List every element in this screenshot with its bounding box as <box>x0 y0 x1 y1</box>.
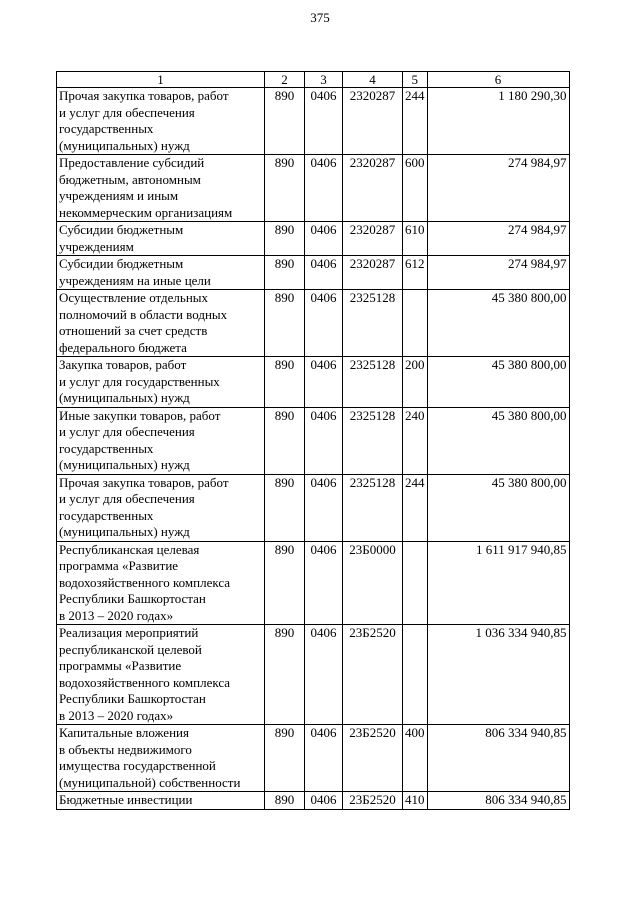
page-number: 375 <box>310 10 330 25</box>
item-name-cell: Субсидии бюджетным учреждениям <box>57 222 265 256</box>
item-name-cell: Иные закупки товаров, работ и услуг для обеспечения государственных (муниципальных) нужд <box>57 407 265 474</box>
expense-type-cell <box>403 541 428 625</box>
item-name-cell: Предоставление субсидий бюджетным, автономным учреждениям и иным некоммерческим организациям <box>57 155 265 222</box>
expense-type-cell <box>403 290 428 357</box>
target-article-cell: 2320287 <box>343 256 403 290</box>
code-cell: 890 <box>265 541 305 625</box>
amount-cell: 806 334 940,85 <box>427 792 569 810</box>
code-cell: 890 <box>265 256 305 290</box>
item-name-cell: Капитальные вложения в объекты недвижимого имущества государственной (муниципальной) собственности <box>57 725 265 792</box>
item-name-cell: Бюджетные инвестиции <box>57 792 265 810</box>
item-name-cell: Прочая закупка товаров, работ и услуг для обеспечения государственных (муниципальных) нужд <box>57 88 265 155</box>
amount-cell: 274 984,97 <box>427 222 569 256</box>
header-cell: 6 <box>427 72 569 88</box>
section-cell: 0406 <box>305 725 343 792</box>
amount-cell: 274 984,97 <box>427 256 569 290</box>
code-cell: 890 <box>265 407 305 474</box>
section-cell: 0406 <box>305 792 343 810</box>
target-article-cell: 23Б2520 <box>343 792 403 810</box>
header-cell: 1 <box>57 72 265 88</box>
code-cell: 890 <box>265 155 305 222</box>
target-article-cell: 2325128 <box>343 407 403 474</box>
header-cell: 4 <box>343 72 403 88</box>
code-cell: 890 <box>265 725 305 792</box>
section-cell: 0406 <box>305 357 343 408</box>
budget-table <box>56 71 570 810</box>
table-row <box>57 792 570 810</box>
item-name-cell: Прочая закупка товаров, работ и услуг для обеспечения государственных (муниципальных) нужд <box>57 474 265 541</box>
target-article-cell: 2325128 <box>343 357 403 408</box>
expense-type-cell: 240 <box>403 407 428 474</box>
expense-type-cell: 610 <box>403 222 428 256</box>
amount-cell: 806 334 940,85 <box>427 725 569 792</box>
expense-type-cell: 200 <box>403 357 428 408</box>
expense-type-cell: 612 <box>403 256 428 290</box>
item-name-cell: Республиканская целевая программа «Развитие водохозяйственного комплекса Республики Башкортостан в 2013 – 2020 годах» <box>57 541 265 625</box>
amount-cell: 1 611 917 940,85 <box>427 541 569 625</box>
table-row <box>57 541 570 625</box>
table-row <box>57 474 570 541</box>
table-row <box>57 88 570 155</box>
budget-table-body <box>57 72 570 810</box>
header-cell: 3 <box>305 72 343 88</box>
header-row <box>57 72 570 88</box>
table-row <box>57 407 570 474</box>
expense-type-cell: 600 <box>403 155 428 222</box>
table-row <box>57 625 570 725</box>
code-cell: 890 <box>265 792 305 810</box>
table-row <box>57 725 570 792</box>
table-row <box>57 290 570 357</box>
section-cell: 0406 <box>305 407 343 474</box>
amount-cell: 1 036 334 940,85 <box>427 625 569 725</box>
target-article-cell: 2320287 <box>343 88 403 155</box>
target-article-cell: 2325128 <box>343 474 403 541</box>
target-article-cell: 23Б2520 <box>343 625 403 725</box>
table-row <box>57 222 570 256</box>
code-cell: 890 <box>265 625 305 725</box>
amount-cell: 1 180 290,30 <box>427 88 569 155</box>
table-row <box>57 256 570 290</box>
table-row <box>57 155 570 222</box>
item-name-cell: Субсидии бюджетным учреждениям на иные цели <box>57 256 265 290</box>
target-article-cell: 2325128 <box>343 290 403 357</box>
item-name-cell: Осуществление отдельных полномочий в области водных отношений за счет средств федерального бюджета <box>57 290 265 357</box>
item-name-cell: Реализация мероприятий республиканской целевой программы «Развитие водохозяйственного комплекса Республики Башкортостан в 2013 – 2020 годах» <box>57 625 265 725</box>
section-cell: 0406 <box>305 290 343 357</box>
target-article-cell: 2320287 <box>343 222 403 256</box>
item-name-cell: Закупка товаров, работ и услуг для государственных (муниципальных) нужд <box>57 357 265 408</box>
code-cell: 890 <box>265 88 305 155</box>
expense-type-cell: 400 <box>403 725 428 792</box>
section-cell: 0406 <box>305 88 343 155</box>
section-cell: 0406 <box>305 155 343 222</box>
section-cell: 0406 <box>305 256 343 290</box>
amount-cell: 45 380 800,00 <box>427 357 569 408</box>
section-cell: 0406 <box>305 625 343 725</box>
expense-type-cell: 244 <box>403 474 428 541</box>
target-article-cell: 2320287 <box>343 155 403 222</box>
expense-type-cell: 410 <box>403 792 428 810</box>
code-cell: 890 <box>265 474 305 541</box>
target-article-cell: 23Б0000 <box>343 541 403 625</box>
amount-cell: 274 984,97 <box>427 155 569 222</box>
table-row <box>57 357 570 408</box>
code-cell: 890 <box>265 222 305 256</box>
header-cell: 5 <box>403 72 428 88</box>
expense-type-cell <box>403 625 428 725</box>
target-article-cell: 23Б2520 <box>343 725 403 792</box>
amount-cell: 45 380 800,00 <box>427 474 569 541</box>
code-cell: 890 <box>265 357 305 408</box>
header-cell: 2 <box>265 72 305 88</box>
amount-cell: 45 380 800,00 <box>427 407 569 474</box>
code-cell: 890 <box>265 290 305 357</box>
amount-cell: 45 380 800,00 <box>427 290 569 357</box>
expense-type-cell: 244 <box>403 88 428 155</box>
section-cell: 0406 <box>305 222 343 256</box>
section-cell: 0406 <box>305 474 343 541</box>
section-cell: 0406 <box>305 541 343 625</box>
